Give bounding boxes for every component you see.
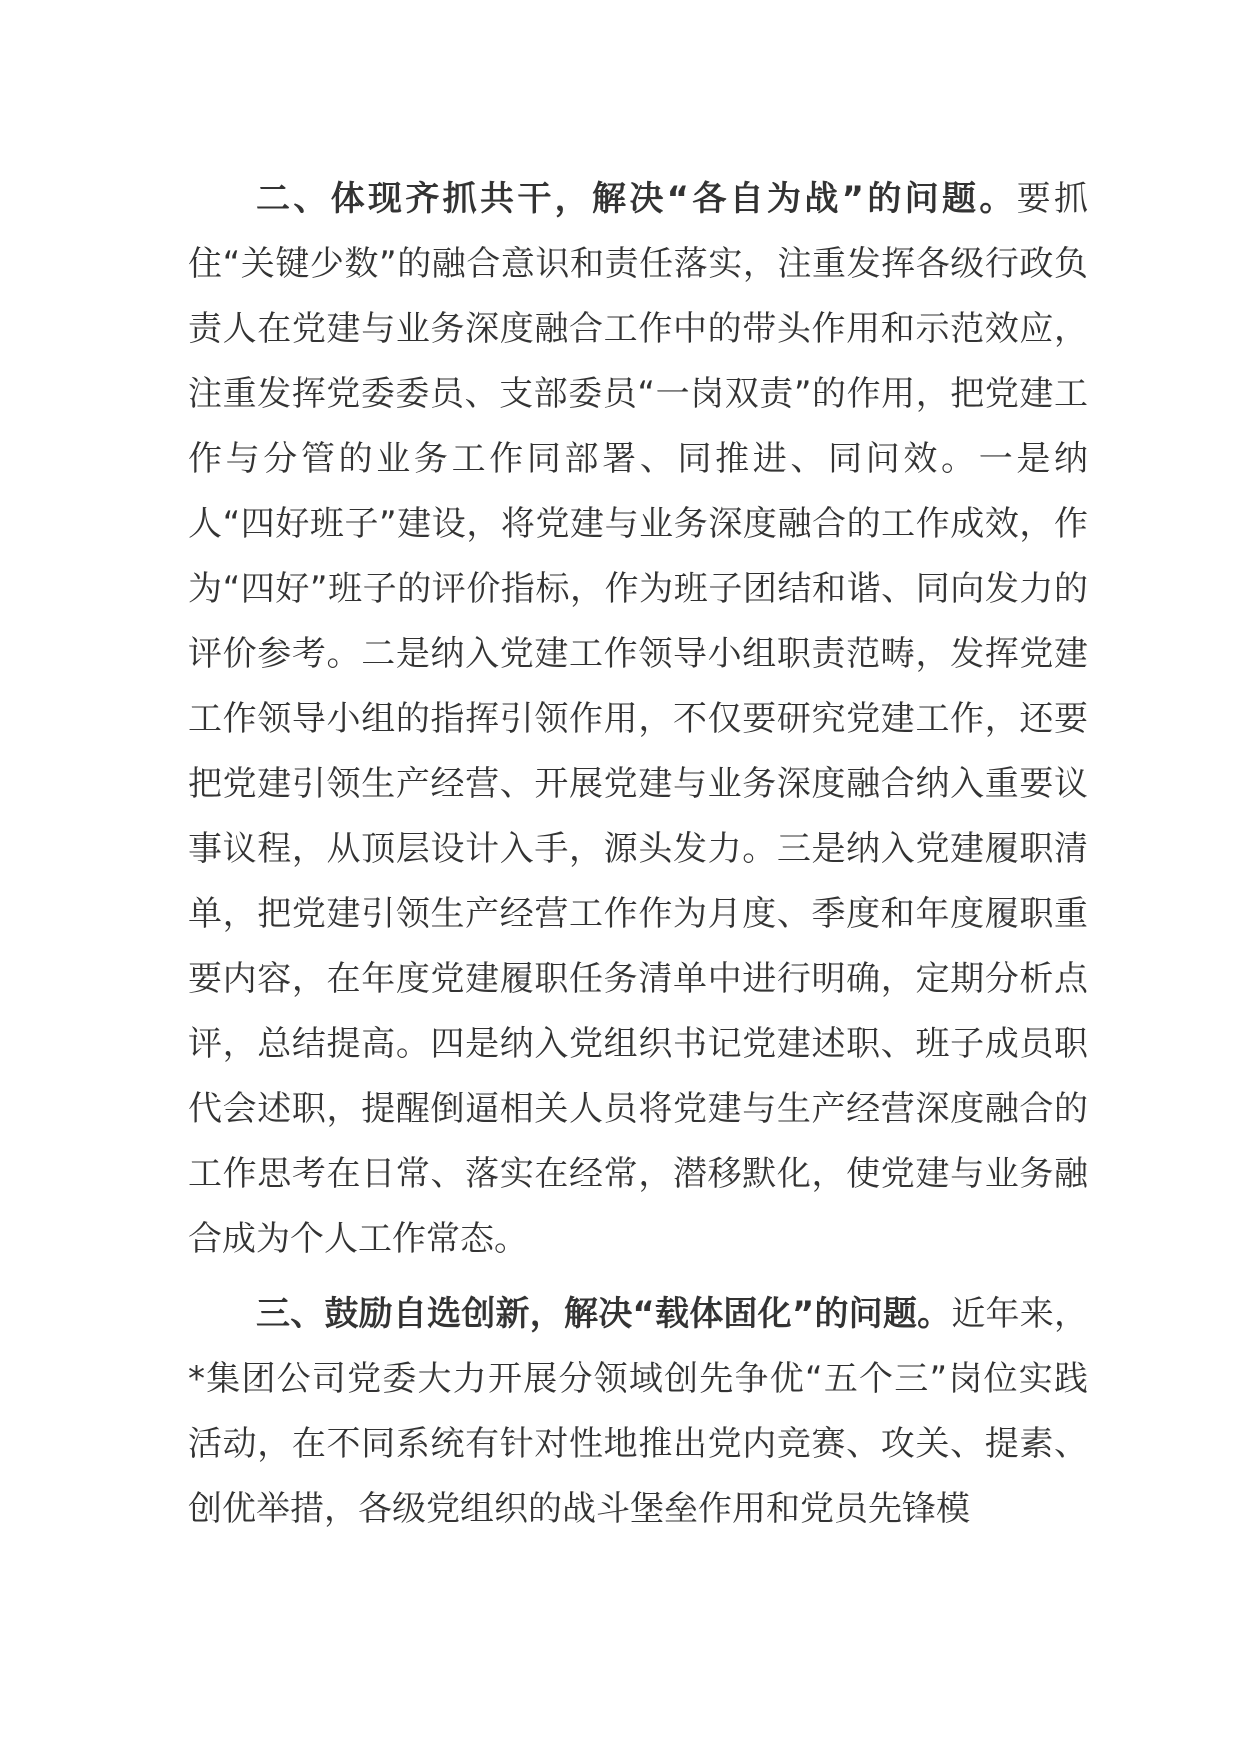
paragraph-section-2 (188, 167, 1088, 1272)
paragraph-section-3 (188, 1282, 1088, 1542)
section-2-heading: 二、体现齐抓共干，解决“各自为战”的问题。 (256, 179, 1017, 219)
section-3-text: 近年来，*集团公司党委大力开展分领域创先争优“五个三”岗位实践活动，在不同系统有针对性地推出党内竞赛、攻关、提素、创优举措，各级党组织的战斗堡垒作用和党员先锋模 (188, 1294, 1088, 1529)
section-2-text: 要抓住“关键少数”的融合意识和责任落实，注重发挥各级行政负责人在党建与业务深度融合工作中的带头作用和示范效应，注重发挥党委委员、支部委员“一岗双责”的作用，把党建工作与分管的业务工作同部署、同推进、同问效。一是纳人“四好班子”建设，将党建与业务深度融合的工作成效，作为“四好”班子的评价指标，作为班子团结和谐、同向发力的评价参考。二是纳入党建工作领导小组职责范畴，发挥党建工作领导小组的指挥引领作用，不仅要研究党建工作，还要把党建引领生产经营、开展党建与业务深度融合纳入重要议事议程，从顶层设计入手，源头发力。三是纳入党建履职清单，把党建引领生产经营工作作为月度、季度和年度履职重要内容，在年度党建履职任务清单中进行明确，定期分析点评，总结提高。四是纳入党组织书记党建述职、班子成员职代会述职，提醒倒逼相关人员将党建与生产经营深度融合的工作思考在日常、落实在经常，潜移默化，使党建与业务融合成为个人工作常态。 (188, 179, 1088, 1259)
section-3-heading: 三、鼓励自选创新，解决“载体固化”的问题。 (256, 1294, 952, 1334)
document-body (188, 167, 1088, 1542)
